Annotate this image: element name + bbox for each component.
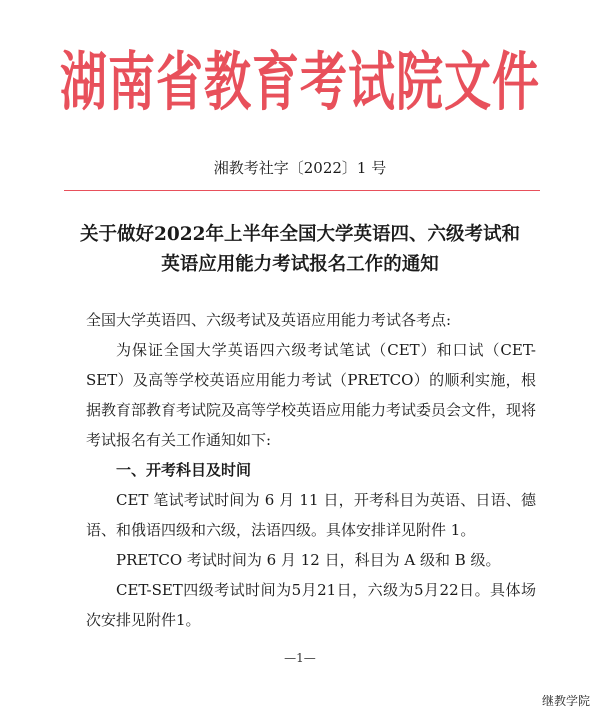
page-number: —1— bbox=[284, 651, 316, 665]
red-separator-line bbox=[64, 190, 540, 191]
paragraph-intro: 为保证全国大学英语四六级考试笔试（CET）和口试（CET-SET）及高等学校英语应用能力考试（PRETCO）的顺利实施，根据教育部教育考试院及高等学校英语应用能力考试委员会文件，现将考试报名有关工作通知如下: bbox=[86, 341, 537, 449]
document-number: 湘教考社字〔2022〕1 号 bbox=[213, 159, 387, 177]
paragraph-cet-set: CET-SET四级考试时间为5月21日，六级为5月22日。具体场次安排见附件1。 bbox=[86, 581, 536, 629]
watermark-label: 继教学院 bbox=[541, 694, 590, 708]
section-heading-1: 一、开考科目及时间 bbox=[116, 461, 252, 479]
notice-title-line2: 英语应用能力考试报名工作的通知 bbox=[161, 254, 439, 275]
notice-title-line1: 关于做好2022年上半年全国大学英语四、六级考试和 bbox=[80, 224, 520, 245]
notice-title bbox=[0, 220, 600, 280]
letterhead-title: 湖南省教育考试院文件 bbox=[60, 46, 540, 121]
notice-body bbox=[86, 305, 536, 635]
paragraph-pretco: PRETCO 考试时间为 6 月 12 日，科目为 A 级和 B 级。 bbox=[116, 551, 501, 569]
paragraph-cet: CET 笔试考试时间为 6 月 11 日，开考科目为英语、日语、德语、和俄语四级和六级，法语四级。具体安排详见附件 1。 bbox=[86, 491, 536, 539]
salutation: 全国大学英语四、六级考试及英语应用能力考试各考点: bbox=[86, 311, 452, 329]
